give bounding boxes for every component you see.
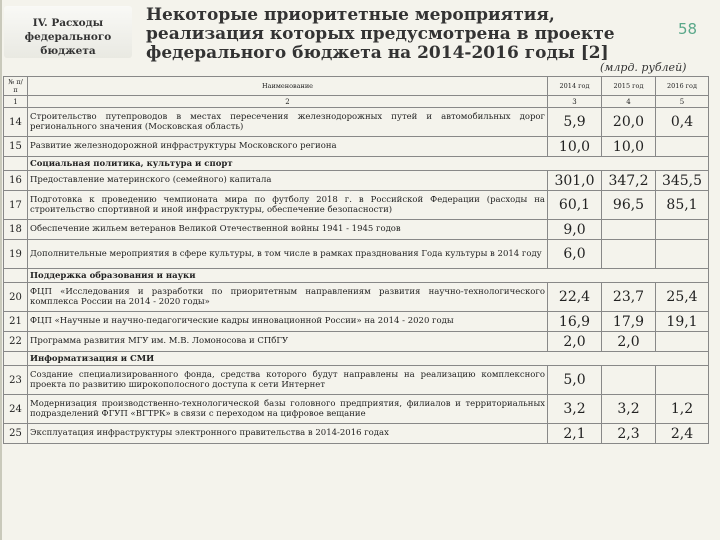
row-number: 15 [4,137,28,157]
column-index: 1 [4,96,28,108]
row-number: 22 [4,332,28,352]
section-title: Информатизация и СМИ [28,352,709,366]
section-spacer [4,352,28,366]
column-index: 2 [28,96,548,108]
value-2015: 3,2 [602,395,656,424]
section-label-text: IV. Расходы федерального бюджета [24,17,112,57]
row-number: 25 [4,424,28,444]
value-2016 [656,332,709,352]
value-2014: 301,0 [548,171,602,191]
section-row [4,352,709,366]
column-index: 3 [548,96,602,108]
value-2015: 2,0 [602,332,656,352]
row-number: 24 [4,395,28,424]
row-name: Развитие железнодорожной инфраструктуры Московского региона [28,137,548,157]
table-row [4,283,709,312]
value-2014: 9,0 [548,220,602,240]
section-label [4,6,132,58]
value-2016: 19,1 [656,312,709,332]
value-2015: 2,3 [602,424,656,444]
column-index: 4 [602,96,656,108]
row-name: ФЦП «Исследования и разработки по приоритетным направлениям развития научно-технологического комплекса России на 2014 - 2020 годы» [28,283,548,312]
table-row [4,332,709,352]
row-number: 14 [4,108,28,137]
value-2016 [656,137,709,157]
row-name: Строительство путепроводов в местах пересечения железнодорожных путей и автомобильных дорог регионального значения (Московская область) [28,108,548,137]
section-title: Социальная политика, культура и спорт [28,157,709,171]
row-name: Дополнительные мероприятия в сфере культуры, в том числе в рамках празднования Года культуры в 2014 году [28,240,548,269]
table-row [4,240,709,269]
column-index: 5 [656,96,709,108]
section-spacer [4,157,28,171]
section-spacer [4,269,28,283]
value-2015: 347,2 [602,171,656,191]
value-2014: 5,9 [548,108,602,137]
units-note: (млрд. рублей) [600,61,687,74]
value-2014: 60,1 [548,191,602,220]
value-2015: 10,0 [602,137,656,157]
value-2015: 23,7 [602,283,656,312]
table-row [4,312,709,332]
row-number: 19 [4,240,28,269]
value-2016 [656,240,709,269]
table-row [4,171,709,191]
row-name: Модернизация производственно-технологической базы головного предприятия, филиалов и территориальных подразделений ФГУП «ВГТРК» в связи с переходом на цифровое вещание [28,395,548,424]
value-2016: 25,4 [656,283,709,312]
table-row [4,137,709,157]
value-2014: 22,4 [548,283,602,312]
value-2015 [602,220,656,240]
row-number: 18 [4,220,28,240]
page-number: 58 [678,20,698,38]
value-2014: 3,2 [548,395,602,424]
section-row [4,269,709,283]
value-2016: 85,1 [656,191,709,220]
table-row [4,366,709,395]
value-2015 [602,366,656,395]
table-body [4,108,709,444]
value-2016: 2,4 [656,424,709,444]
header-2014: 2014 год [548,77,602,96]
row-name: Подготовка к проведению чемпионата мира по футболу 2018 г. в Российской Федерации (расходы на строительство спортивной и иной инфраструктуры, обеспечение безопасности) [28,191,548,220]
left-edge-rule [0,0,2,540]
row-number: 16 [4,171,28,191]
value-2016 [656,366,709,395]
row-number: 23 [4,366,28,395]
value-2014: 6,0 [548,240,602,269]
table-header-row [4,77,709,96]
row-name: ФЦП «Научные и научно-педагогические кадры инновационной России» на 2014 - 2020 годы [28,312,548,332]
value-2016: 1,2 [656,395,709,424]
value-2015 [602,240,656,269]
value-2015: 20,0 [602,108,656,137]
section-title: Поддержка образования и науки [28,269,709,283]
header-2016: 2016 год [656,77,709,96]
row-name: Программа развития МГУ им. М.В. Ломоносова и СПбГУ [28,332,548,352]
table-row [4,220,709,240]
table-row [4,395,709,424]
value-2015: 17,9 [602,312,656,332]
value-2014: 5,0 [548,366,602,395]
header-2015: 2015 год [602,77,656,96]
row-name: Предоставление материнского (семейного) капитала [28,171,548,191]
header-number: № п/п [4,77,28,96]
value-2014: 2,1 [548,424,602,444]
value-2015: 96,5 [602,191,656,220]
page-title: Некоторые приоритетные мероприятия, реализация которых предусмотрена в проекте федерального бюджета на 2014-2016 годы [2] [146,5,615,63]
table-row [4,191,709,220]
value-2014: 2,0 [548,332,602,352]
value-2014: 16,9 [548,312,602,332]
row-name: Создание специализированного фонда, средства которого будут направлены на реализацию комплексного проекта по развитию широкополосного доступа к сети Интернет [28,366,548,395]
row-name: Эксплуатация инфраструктуры электронного правительства в 2014-2016 годах [28,424,548,444]
table-row [4,108,709,137]
table-row [4,424,709,444]
expenditure-table [3,76,709,444]
value-2016: 345,5 [656,171,709,191]
row-number: 21 [4,312,28,332]
section-row [4,157,709,171]
row-number: 20 [4,283,28,312]
column-index-row [4,96,709,108]
value-2016: 0,4 [656,108,709,137]
value-2016 [656,220,709,240]
row-number: 17 [4,191,28,220]
row-name: Обеспечение жильем ветеранов Великой Отечественной войны 1941 - 1945 годов [28,220,548,240]
header-name: Наименование [28,77,548,96]
value-2014: 10,0 [548,137,602,157]
